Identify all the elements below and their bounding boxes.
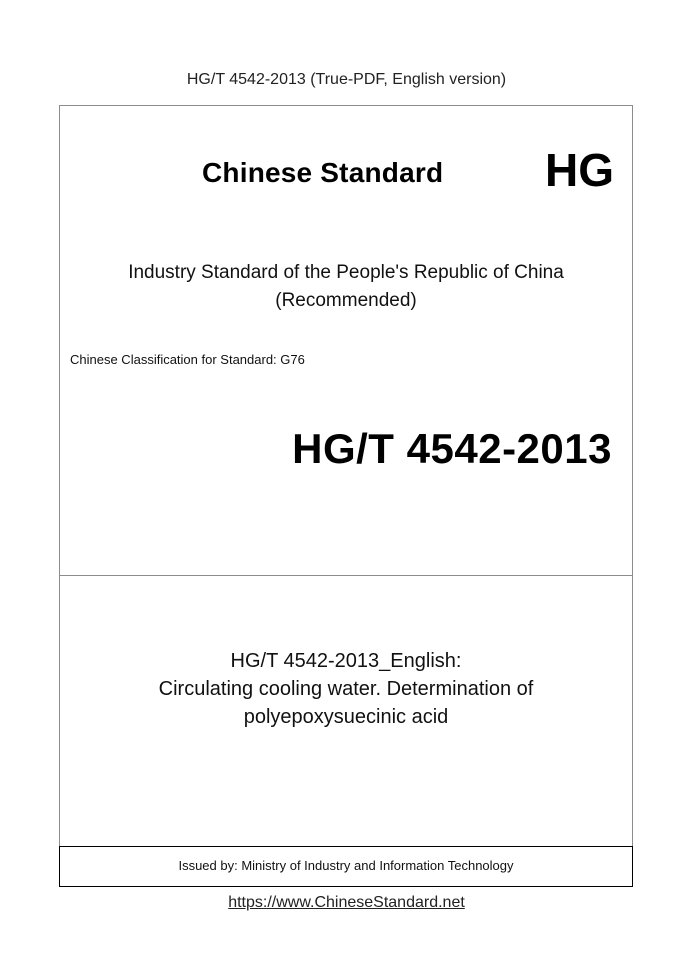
issued-by-box: Issued by: Ministry of Industry and Information Technology bbox=[59, 846, 633, 887]
document-title-line-3: polyepoxysuecinic acid bbox=[243, 706, 449, 728]
website-link[interactable]: https://www.ChineseStandard.net bbox=[228, 894, 465, 911]
industry-standard-statement bbox=[59, 259, 633, 315]
document-title-line-2: Circulating cooling water. Determination of bbox=[158, 678, 534, 700]
document-title bbox=[59, 647, 633, 731]
industry-line-1: Industry Standard of the People's Republic of China bbox=[128, 262, 564, 283]
industry-line-2: (Recommended) bbox=[275, 290, 417, 311]
standard-number: HG/T 4542-2013 bbox=[292, 425, 612, 472]
cover-frame bbox=[59, 105, 633, 887]
document-header: HG/T 4542-2013 (True-PDF, English version) bbox=[186, 71, 507, 88]
cover-title: Chinese Standard bbox=[202, 157, 444, 188]
standard-abbreviation: HG bbox=[545, 144, 614, 196]
section-divider bbox=[59, 575, 633, 576]
document-title-line-1: HG/T 4542-2013_English: bbox=[230, 650, 462, 672]
classification-code: Chinese Classification for Standard: G76 bbox=[70, 352, 305, 367]
